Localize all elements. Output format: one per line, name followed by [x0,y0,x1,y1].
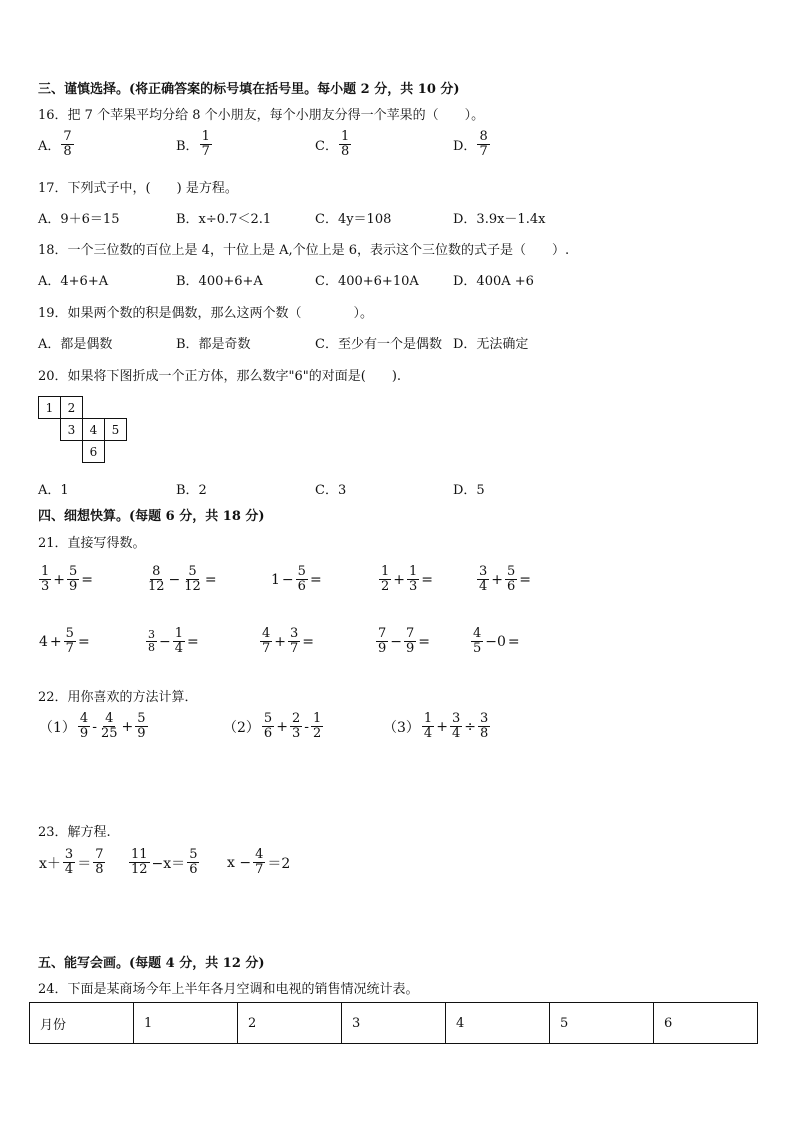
q18-option-d: D．400A +6 [453,274,534,289]
q18-option-c: C．400+6+10A [315,274,419,289]
q19-option-a: A．都是偶数 [38,337,113,352]
q19-option-b: B．都是奇数 [176,337,251,352]
q17-option-c: C．4y＝108 [315,212,392,227]
q23-stem: 23．解方程. [38,825,111,840]
q20-stem: 20．如果将下图折成一个正方体，那么数字"6"的对面是( ). [38,369,402,384]
q24-stem: 24．下面是某商场今年上半年各月空调和电视的销售情况统计表。 [38,982,419,997]
q18-stem: 18．一个三位数的百位上是 4，十位上是 A,个位上是 6，表示这个三位数的式子是（ ）. [38,243,570,258]
q16-option-b: B． $\frac{1}{7}$ [176,129,210,160]
q20-option-d: D．5 [453,483,485,498]
section-5-heading: 五、能写会画。(每题 4 分，共 12 分) [38,956,265,971]
section-3-heading: 三、谨慎选择。(将正确答案的标号填在括号里。每小题 2 分，共 10 分) [38,82,460,97]
q19-option-c: C．至少有一个是偶数 [315,337,442,352]
table-cell: 4 [446,1003,550,1044]
q21-item: 4 + $\frac{5}{7}$ = [39,626,90,657]
table-cell: 6 [654,1003,758,1044]
net-cell-6: 6 [83,441,105,463]
q21-item: $\frac{4}{5}$ −0 = [473,626,520,657]
q21-item: 1 − $\frac{5}{6}$ = [271,564,322,595]
q23-equation-3: x − $\frac{4}{7}$ ＝2 [227,847,291,878]
sales-table [29,1002,758,1044]
q19-stem: 19．如果两个数的积是偶数，那么这两个数（ ）。 [38,306,374,321]
table-cell: 月份 [30,1003,134,1044]
table-cell: 1 [134,1003,238,1044]
net-cell-2: 2 [61,397,83,419]
table-cell: 2 [238,1003,342,1044]
q16-stem: 16．把 7 个苹果平均分给 8 个小朋友，每个小朋友分得一个苹果的（ ）。 [38,108,485,123]
q21-item: $\frac{3}{4}$ + $\frac{5}{6}$ = [479,564,532,595]
q17-option-b: B．x÷0.7＜2.1 [176,212,272,227]
q17-option-a: A．9＋6＝15 [38,212,120,227]
q21-item: $\frac{8}{12}$ − $\frac{5}{12}$ = [148,564,217,595]
q21-item: $\frac{1}{3}$ + $\frac{5}{9}$ = [41,564,94,595]
net-cell-5: 5 [105,419,127,441]
table-cell: 5 [550,1003,654,1044]
q22-part-1: （1） $\frac{4}{9}$ - $\frac{4}{25}$ + $\frac{5}{9}$ [39,711,146,742]
q21-item: $\frac{4}{7}$ + $\frac{3}{7}$ = [262,626,315,657]
net-cell-3: 3 [61,419,83,441]
q19-option-d: D．无法确定 [453,337,529,352]
net-cell-1: 1 [39,397,61,419]
q22-stem: 22．用你喜欢的方法计算． [38,690,198,705]
q22-part-2: （2） $\frac{5}{6}$ + $\frac{2}{3}$ - $\frac{1}{2}$ [223,711,322,742]
cube-net-diagram [38,396,127,463]
table-row [30,1003,758,1044]
q20-option-b: B．2 [176,483,207,498]
q22-part-3: （3） $\frac{1}{4}$ + $\frac{3}{4}$ ÷ $\frac{3}{8}$ [383,711,489,742]
q18-option-b: B．400+6+A [176,274,263,289]
q20-option-a: A．1 [38,483,69,498]
q17-option-d: D．3.9x－1.4x [453,212,546,227]
q21-item: $\frac{7}{9}$ − $\frac{7}{9}$ = [378,626,431,657]
net-cell-4: 4 [83,419,105,441]
q16-option-d: D． $\frac{8}{7}$ [453,129,488,160]
q21-item: $\frac{1}{2}$ + $\frac{1}{3}$ = [381,564,434,595]
q21-item: $\frac{3}{8}$ − $\frac{1}{4}$ = [148,626,199,657]
q20-option-c: C．3 [315,483,347,498]
q23-equation-1: x＋ $\frac{3}{4}$ ＝ $\frac{7}{8}$ [39,847,104,878]
q16-option-c: C． $\frac{1}{8}$ [315,129,350,160]
q23-equation-2: $\frac{11}{12}$ −x＝ $\frac{5}{6}$ [131,847,198,878]
q17-stem: 17．下列式子中，( ) 是方程。 [38,181,238,196]
q16-option-a: A． $\frac{7}{8}$ [38,129,72,160]
q18-option-a: A．4+6+A [38,274,109,289]
table-cell: 3 [342,1003,446,1044]
q21-stem: 21．直接写得数。 [38,536,146,551]
section-4-heading: 四、细想快算。(每题 6 分，共 18 分) [38,509,265,524]
